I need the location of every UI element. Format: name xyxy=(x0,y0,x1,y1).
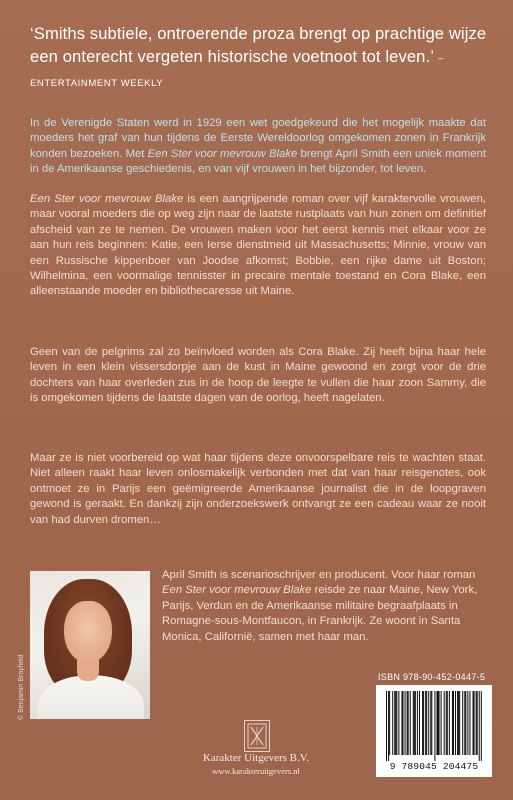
summary-text: is een aangrijpende roman over vijf karaktervolle vrouwen, maar vooral moeders die op weg zijn naar de laatste rustplaats van hun zonen om definitief afscheid van ze te nemen. De vrouwen maken voor het eerst kennis met elkaar voor ze aan hun reis beginnen: Katie, een Ierse dienstmeid uit Massachusetts; Minnie, vrouw van een Russische kippenboer van Joodse afkomst; Bobbie, een rijke dame uit Boston; Wilhelmina, een voormalige tennisster in precaire mentale toestand en Cora Blake, een alleenstaande moeder en bibliothecaresse uit Maine. xyxy=(30,193,486,298)
publisher-logo-icon xyxy=(244,720,270,752)
intro-text-b: brengt April Smith een uniek moment in de Amerikaanse geschiedenis, en van vijf vrouwen in het bijzonder, tot leven. xyxy=(30,147,486,176)
publisher-info xyxy=(200,752,312,778)
quote-source: – ENTERTAINMENT WEEKLY xyxy=(30,53,444,89)
barcode-digits: 9 789045 204475 xyxy=(389,761,479,772)
journey-paragraph: Maar ze is niet voorbereid op wat haar tijdens deze onvoorspelbare reis te wachten staat. Niet alleen raakt haar leven onlosmakelijk verbonden met dat van haar reisgenotes, ook ontmoet ze in Parijs een geëmigreerde Amerikaanse journalist die in de loopgraven gewond is geraakt. En dankzij zijn onderzoekswerk ontvangt ze een cadeau waar ze nooit van had durven dromen… xyxy=(30,452,486,526)
barcode xyxy=(376,685,492,777)
photo-credit: © Benjamin Brayfield xyxy=(18,654,25,720)
book-title: Een Ster voor mevrouw Blake xyxy=(147,147,298,160)
cora-paragraph: Geen van de pelgrims zal zo beïnvloed worden als Cora Blake. Zij heeft bijna haar hele leven in een klein vissersdorpje aan de kust in Maine gewoond en zorgt voor de drie dochters van haar overleden zus in de hoop de leegte te vullen die haar zoon Sammy, die is omgekomen tijdens de laatste dagen van de oorlog, heeft nagelaten. xyxy=(30,346,486,405)
intro-text-a: In de Verenigde Staten werd in 1929 een wet goedgekeurd die het mogelijk maakte dat moeders het graf van hun tijdens de Eerste Wereldoorlog omgekomen zonen in Frankrijk konden bezoeken. Met xyxy=(30,117,486,160)
barcode-bars-icon xyxy=(376,685,492,761)
book-title: Een Ster voor mevrouw Blake xyxy=(162,584,312,597)
isbn-label: ISBN 978-90-452-0447-5 xyxy=(378,672,486,682)
bio-text-b: reisde ze naar Maine, New York, Parijs, Verdun en de Amerikaanse militaire begraafplaats in Romagne-sous-Montfaucon, in Frankrijk. Ze woont in Santa Monica, Californië, samen met haar man. xyxy=(162,584,478,643)
bio-text-a: April Smith is scenarioschrijver en producent. Voor haar roman xyxy=(162,569,476,581)
summary-paragraph xyxy=(30,192,486,300)
review-quote xyxy=(30,22,500,95)
quote-text: ‘Smiths subtiele, ontroerende proza brengt op prachtige wijze een onterecht vergeten historische voetnoot tot leven.’ xyxy=(30,24,487,66)
author-bio xyxy=(162,568,490,645)
book-title: Een Ster voor mevrouw Blake xyxy=(30,193,184,205)
intro-paragraph xyxy=(30,116,486,178)
publisher-url: www.karakteruitgevers.nl xyxy=(212,766,300,776)
author-photo xyxy=(30,571,150,719)
publisher-name: Karakter Uitgevers B.V. xyxy=(202,752,310,764)
